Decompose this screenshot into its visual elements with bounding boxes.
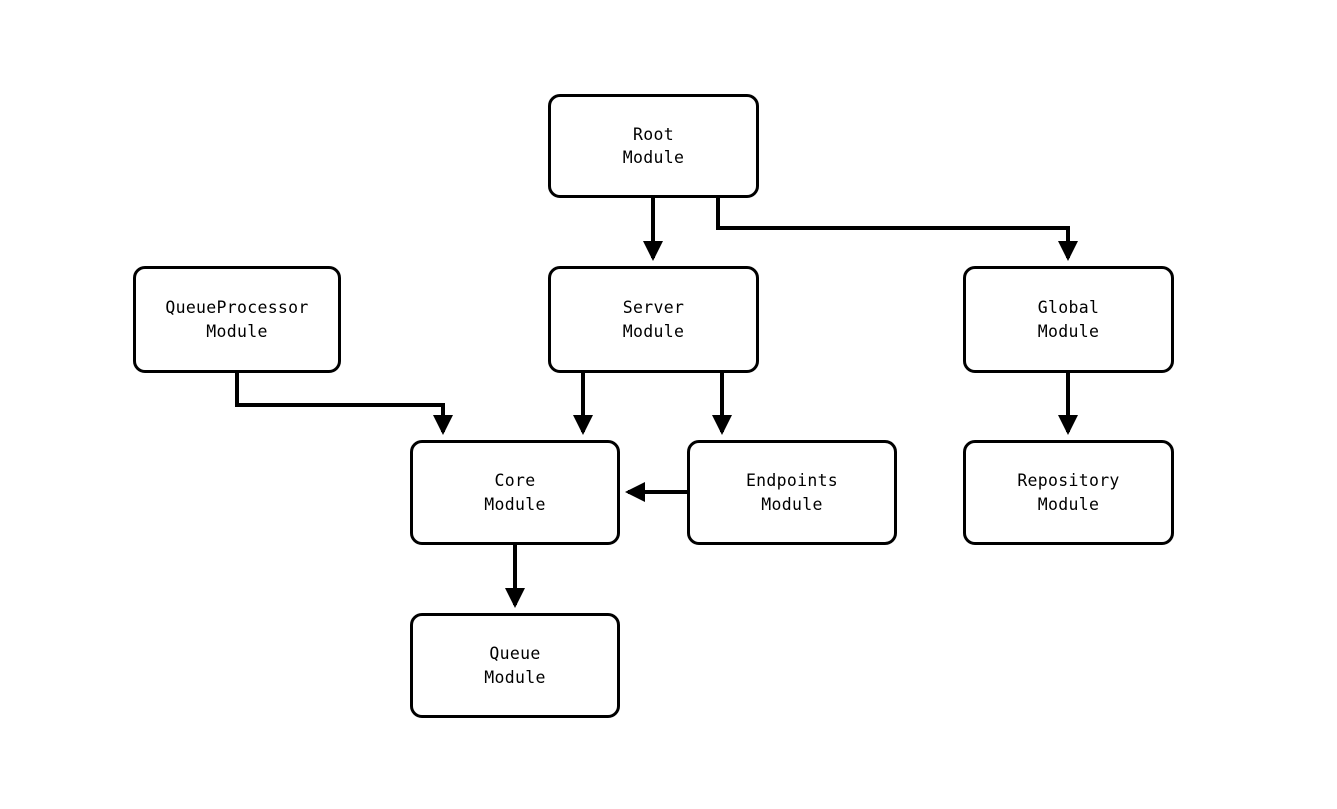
node-label-line2: Module — [622, 148, 685, 167]
node-root-module[interactable] — [548, 94, 759, 198]
node-label-line2: Module — [622, 321, 685, 341]
node-repository-module[interactable] — [963, 440, 1174, 545]
node-label-line2: Module — [484, 667, 546, 687]
node-global-module[interactable] — [963, 266, 1174, 373]
node-server-module[interactable] — [548, 266, 759, 373]
node-label-line2: Module — [1037, 321, 1100, 341]
node-label-line1: Global — [1037, 298, 1100, 318]
node-endpoints-module[interactable] — [687, 440, 897, 545]
node-label-line2: Module — [1037, 494, 1100, 514]
node-label-line2: Module — [761, 494, 823, 514]
node-queueprocessor-module[interactable] — [133, 266, 341, 373]
node-label-line2: Module — [484, 494, 546, 514]
node-label-line2: Module — [206, 321, 268, 341]
node-label-line1: Core — [494, 471, 536, 491]
edge-queueprocessor-core — [237, 373, 443, 432]
node-label-line1: Server — [622, 298, 685, 318]
node-label-line1: Endpoints — [745, 471, 839, 491]
edge-root-global — [718, 198, 1068, 258]
node-label-line1: QueueProcessor — [165, 298, 309, 318]
node-core-module[interactable] — [410, 440, 620, 545]
node-label-line1: Queue — [489, 644, 541, 664]
node-queue-module[interactable] — [410, 613, 620, 718]
node-label-line1: Root — [633, 124, 674, 144]
node-label-line1: Repository — [1017, 471, 1120, 491]
